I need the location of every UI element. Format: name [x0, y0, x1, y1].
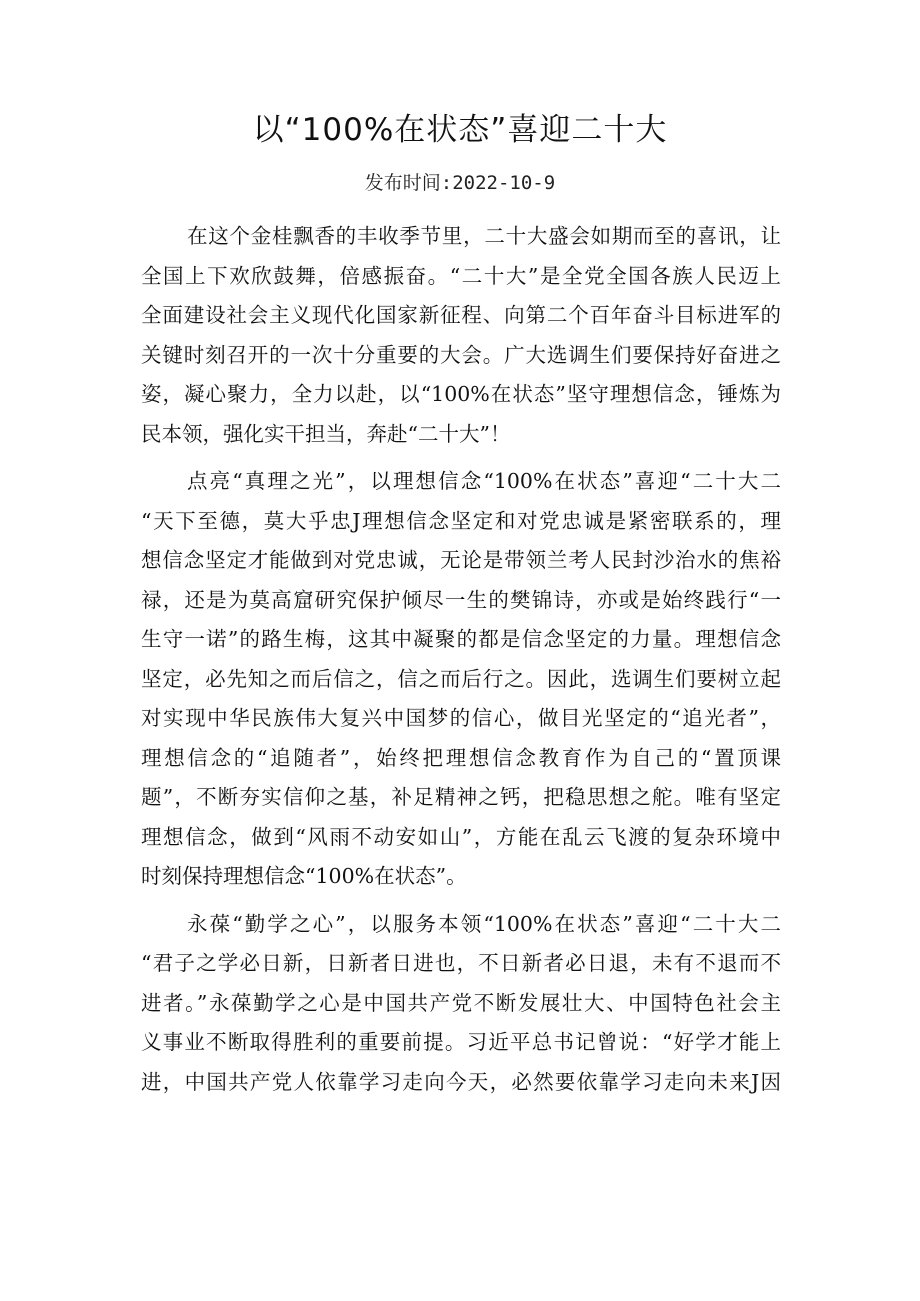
text-line: 全国上下欢欣鼓舞，倍感振奋。“二十大”是全党全国各族人民迈上 — [141, 263, 781, 288]
paragraph-truth-light — [141, 462, 781, 897]
paragraph-intro — [141, 217, 781, 454]
text-line: “君子之学必日新，日新者日进也，不日新者必日退，未有不退而不 — [141, 951, 781, 975]
publish-date: 发布时间:2022-10-9 — [364, 172, 556, 194]
document-title: 以“100%在状态”喜迎二十大 — [252, 112, 668, 148]
paragraph-gap — [141, 897, 781, 905]
text-line: 理想信念，做到“风雨不动安如山”，方能在乱云飞渡的复杂环境中 — [141, 824, 781, 849]
paragraph-study-heart — [141, 905, 781, 1103]
text-line: 理想信念的“追随者”，始终把理想信念教育作为自己的“置顶课 — [141, 745, 781, 770]
text-line: 坚定，必先知之而后信之，信之而后行之。因此，选调生们要树立起 — [141, 666, 781, 691]
text-line: 想信念坚定才能做到对党忠诚，无论是带领兰考人民封沙治水的焦裕 — [141, 548, 781, 572]
text-line: 全面建设社会主义现代化国家新征程、向第二个百年奋斗目标进军的 — [141, 303, 781, 327]
text-line: 在这个金桂飘香的丰收季节里，二十大盛会如期而至的喜讯，让 — [187, 224, 781, 248]
document-body — [141, 217, 781, 1102]
paragraph-gap — [141, 454, 781, 462]
text-line: 题”，不断夯实信仰之基，补足精神之钙，把稳思想之舵。唯有坚定 — [141, 785, 781, 809]
text-line: 关键时刻召开的一次十分重要的大会。广大选调生们要保持好奋进之 — [141, 342, 781, 367]
text-line: 进者。”永葆勤学之心是中国共产党不断发展壮大、中国特色社会主 — [141, 990, 781, 1015]
text-line: 生守一诺”的路生梅，这其中凝聚的都是信念坚定的力量。理想信念 — [141, 627, 781, 651]
text-line: 民本领，强化实干担当，奔赴“二十大”！ — [141, 421, 511, 446]
text-line: 对实现中华民族伟大复兴中国梦的信心，做目光坚定的“追光者”， — [141, 706, 781, 730]
text-line: 点亮“真理之光”，以理想信念“100%在状态”喜迎“二十大二 — [187, 469, 781, 493]
text-line: 禄，还是为莫高窟研究保护倾尽一生的樊锦诗，亦或是始终践行“一 — [141, 587, 781, 612]
text-line: 姿，凝心聚力，全力以赴，以“100%在状态”坚守理想信念，锤炼为 — [141, 382, 781, 406]
text-line: 永葆“勤学之心”，以服务本领“100%在状态”喜迎“二十大二 — [187, 911, 781, 936]
text-line: 进，中国共产党人依靠学习走向今天，必然要依靠学习走向未来J因 — [141, 1069, 781, 1094]
text-line: “天下至德，莫大乎忠J理想信念坚定和对党忠诚是紧密联系的，理 — [141, 508, 781, 533]
text-line: 义事业不断取得胜利的重要前提。习近平总书记曾说：“好学才能上 — [141, 1030, 781, 1054]
text-line: 时刻保持理想信念“100%在状态”。 — [141, 864, 467, 888]
